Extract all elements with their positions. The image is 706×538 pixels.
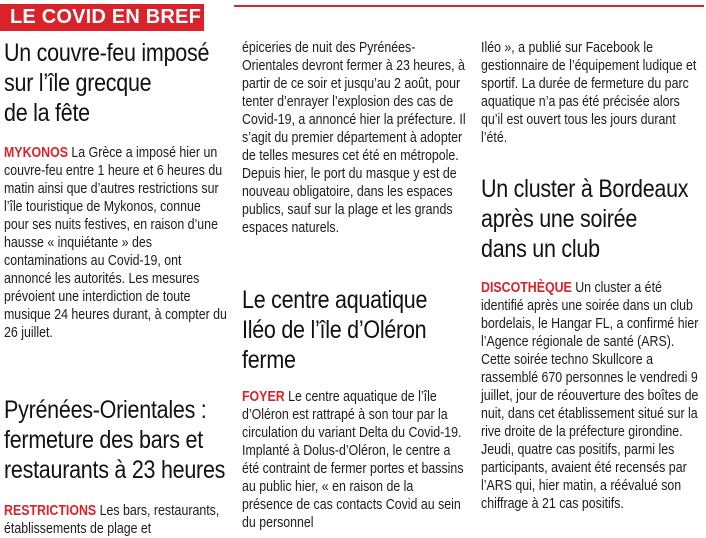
article-kicker: MYKONOS xyxy=(4,145,68,161)
article-oleron xyxy=(242,285,468,532)
article-kicker: DISCOTHÈQUE xyxy=(481,280,572,296)
section-banner: LE COVID EN BREF xyxy=(0,4,204,31)
article-body: FOYER Le centre aquatique de l’île d’Oléron est rattrapé à son tour par la circulation du variant Delta du Covid-19. Implanté à Dolus-d’Oléron, le centre a été contraint de fermer portes et bassins au public hier, « en raison de la présence de cas contacts Covid au sein du personnel xyxy=(242,389,464,531)
article-title: Un cluster à Bordeaux après une soirée dans un club xyxy=(481,175,689,263)
banner-rule xyxy=(234,5,704,7)
article-pyrenees-continued xyxy=(242,39,468,237)
article-bordeaux xyxy=(481,174,703,513)
article-kicker: FOYER xyxy=(242,389,285,405)
article-body: DISCOTHÈQUE Un cluster a été identifié après une soirée dans un club bordelais, le Hangar FL, a confirmé hier l’Agence régionale de santé (ARS). Cette soirée techno Skullcore a rassemblé 670 personnes le vendredi 9 juillet, jour de réouverture des boîtes de nuit, dans cet établissement situé sur la rive droite de la préfecture girondine. Jeudi, quatre cas positifs, parmi les participants, avaient été recensés par l’ARS qui, hier matin, a réévalué son chiffrage à 21 cas positifs. xyxy=(481,280,699,512)
article-title: Pyrénées-Orientales : fermeture des bars et restaurants à 23 heures xyxy=(4,396,226,484)
article-pyrenees xyxy=(4,395,228,538)
article-kicker: RESTRICTIONS xyxy=(4,503,97,519)
article-body: épiceries de nuit des Pyrénées-Orientales devront fermer à 23 heures, à partir de ce soir et jusqu’au 2 août, pour tenter d’enrayer l’explosion des cas de Covid-19, a annoncé hier la préfecture. Il s’agit du premier département à adopter de telles mesures cet été en métropole. Depuis hier, le port du masque y est de nouveau obligatoire, dans les espaces publics, sauf sur la plage et les grands espaces naturels. xyxy=(242,40,466,236)
article-title: Un couvre-feu imposé sur l’île grecque de la fête xyxy=(4,39,210,127)
article-mykonos xyxy=(4,38,228,342)
article-oleron-continued xyxy=(481,39,703,147)
article-title: Le centre aquatique Iléo de l’île d’Oléron ferme xyxy=(242,286,428,374)
article-body: RESTRICTIONS Les bars, restaurants, établissements de plage et xyxy=(4,503,220,537)
article-body: MYKONOS La Grèce a imposé hier un couvre-feu entre 1 heure et 6 heures du matin ainsi que d’autres restrictions sur l’île touristique de Mykonos, connue pour ses nuits festives, en raison d’une hausse « inquiétante » des contaminations au Covid-19, ont annoncé les autorités. Les mesures prévoient une interdiction de toute musique 24 heures durant, à compter du 26 juillet. xyxy=(4,145,227,341)
article-body: Iléo », a publié sur Facebook le gestionnaire de l’équipement ludique et sportif. La durée de fermeture du parc aquatique n’a pas été précisée alors qu’il est ouvert tous les jours durant l’été. xyxy=(481,40,697,146)
